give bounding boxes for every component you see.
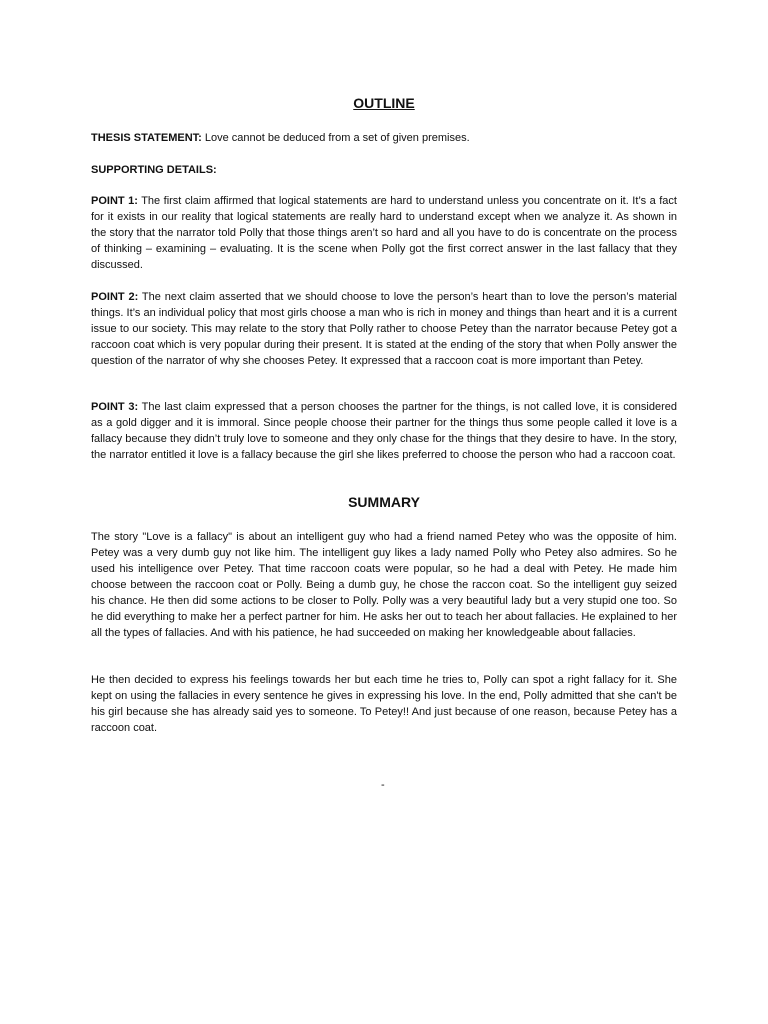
thesis-text: Love cannot be deduced from a set of given premises. — [201, 132, 470, 144]
document-page — [91, 0, 677, 1024]
point-3 — [91, 399, 677, 463]
point-2-label: POINT 2: — [91, 291, 139, 303]
supporting-label: SUPPORTING DETAILS: — [91, 164, 217, 176]
footer-dash: - — [381, 779, 385, 791]
point-2 — [91, 289, 677, 369]
point-3-text: The last claim expressed that a person chooses the partner for the things, is not called love, it is considered as a gold digger and it is immoral. Since people choose their partner for the things thus some people called it love is a fallacy because they didn’t truly love to someone and they only chase for the things that they desire to have. In the story, the narrator entitled it love is a fallacy because the girl she likes preferred to choose the person who had a raccoon coat. — [91, 401, 678, 461]
point-2-text: The next claim asserted that we should choose to love the person’s heart than to love the person’s material things. It’s an individual policy that most girls choose a man who is rich in money and things than heart and it is a current issue to our society. This may relate to the story that Polly rather to choose Petey than the narrator because Petey got a raccoon coat which is very popular during their present. It is stated at the ending of the story that when Polly answer the question of the narrator of why she chooses Petey. It expressed that a raccoon coat is more important than Petey. — [91, 291, 678, 367]
point-1-label: POINT 1: — [91, 195, 138, 207]
supporting-details-heading — [91, 162, 677, 178]
summary-heading: SUMMARY — [348, 494, 420, 510]
outline-heading: OUTLINE — [353, 95, 415, 111]
thesis-label: THESIS STATEMENT: — [91, 132, 202, 144]
point-1-text: The first claim affirmed that logical statements are hard to understand unless you concentrate on it. It’s a fact for it exists in our reality that logical statements are really hard to understand except when we analyze it. As shown in the story that the narrator told Polly that those things aren’t so hard and all you have to do is concentrate on the process of thinking – examining – evaluating. It is the scene when Polly got the first correct answer in the last fallacy that they discussed. — [91, 195, 677, 271]
summary-paragraph-2: He then decided to express his feelings towards her but each time he tries to, Polly can spot a right fallacy for it. She kept on using the fallacies in every sentence he gives in expressing his love. In the end, Polly admitted that she can't be his girl because she has already said yes to someone. To Petey!! And just because of one reason, because Petey has a raccoon coat. — [91, 674, 677, 734]
thesis-statement — [91, 130, 677, 146]
point-3-label: POINT 3: — [91, 401, 139, 413]
point-1 — [91, 193, 677, 273]
summary-paragraph-1: The story "Love is a fallacy" is about an intelligent guy who had a friend named Petey who was the opposite of him. Petey was a very dumb guy not like him. The intelligent guy likes a lady named Polly who Petey also admires. So he used his intelligence over Petey. That time raccoon coats were popular, so he had a deal with Petey. He made him choose between the raccoon coat or Polly. Being a dumb guy, he chose the raccon coat. So the intelligent guy seized his chance. He then did some actions to be closer to Polly. Polly was a very beautiful lady but a very stupid one too. So he did everything to make her a perfect partner for him. He asks her out to teach her about fallacies. He explained to her all the types of fallacies. And with his patience, he had succeeded on making her knowledgeable about fallacies. — [91, 531, 677, 639]
